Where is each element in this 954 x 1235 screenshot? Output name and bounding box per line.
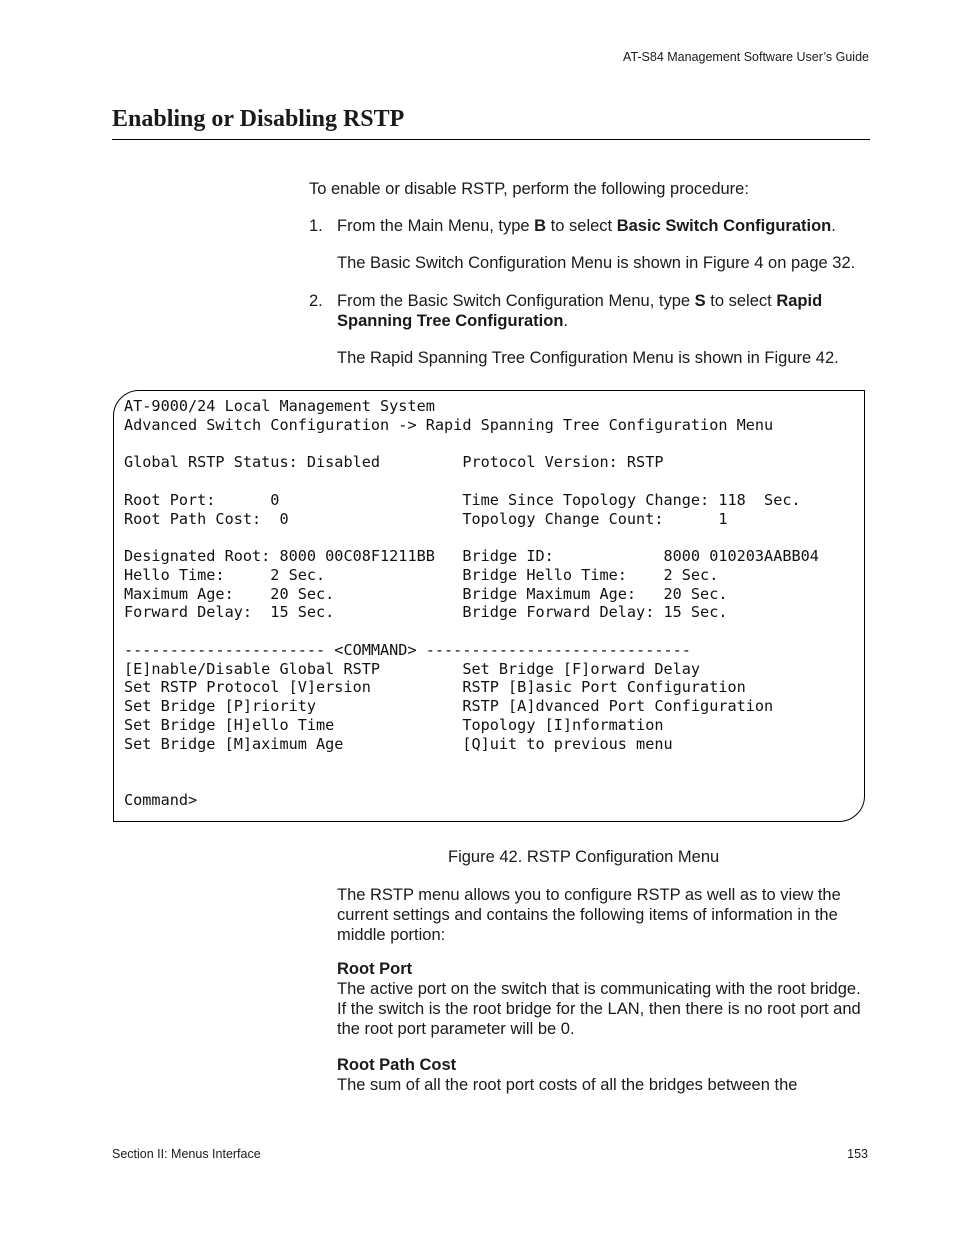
definition-term: Root Port — [337, 960, 413, 978]
terminal-line: Advanced Switch Configuration -> Rapid Spanning Tree Configuration Menu — [124, 415, 774, 434]
footer-section: Section II: Menus Interface — [112, 1147, 261, 1161]
terminal-line — [124, 528, 819, 547]
step-number: 1. — [309, 217, 323, 235]
section-title: Enabling or Disabling RSTP — [112, 106, 405, 132]
step-2-note: The Rapid Spanning Tree Configuration Menu is shown in Figure 42. — [337, 349, 839, 367]
terminal-line: AT-9000/24 Local Management System — [124, 397, 435, 415]
terminal-line: Forward Delay: 15 Sec. Bridge Forward Delay: 15 Sec. — [124, 603, 728, 622]
page-number: 153 — [847, 1147, 868, 1161]
step-2 — [309, 291, 874, 331]
step-text: From the Basic Switch Configuration Menu, type S to select Rapid Spanning Tree Configuration. — [337, 292, 823, 330]
figure-caption: Figure 42. RSTP Configuration Menu — [448, 848, 720, 866]
terminal-line: Hello Time: 2 Sec. Bridge Hello Time: 2 Sec. — [124, 565, 719, 584]
terminal-line: Set Bridge [M]aximum Age [Q]uit to previous menu — [124, 734, 673, 753]
terminal-line: Root Port: 0 Time Since Topology Change: 118 Sec. — [124, 490, 801, 509]
terminal-line: Set Bridge [H]ello Time Topology [I]nformation — [124, 715, 664, 734]
title-rule — [112, 139, 870, 140]
step-text: From the Main Menu, type B to select Basic Switch Configuration. — [337, 217, 836, 235]
definition-text: The sum of all the root port costs of all the bridges between the — [337, 1076, 798, 1094]
running-header: AT-S84 Management Software User’s Guide — [623, 50, 869, 64]
definition-text: The active port on the switch that is communicating with the root bridge. If the switch is the root bridge for the LAN, then there is no root port and the root port parameter will be 0. — [337, 980, 861, 1038]
step-number: 2. — [309, 292, 323, 310]
step-1-note: The Basic Switch Configuration Menu is shown in Figure 4 on page 32. — [337, 254, 856, 272]
terminal-line — [124, 435, 819, 454]
terminal-line: ---------------------- <COMMAND> ----------------------------- — [124, 640, 691, 659]
terminal-line — [124, 772, 819, 791]
terminal-line — [124, 622, 819, 641]
terminal-line: Command> — [124, 790, 198, 809]
terminal-line: Maximum Age: 20 Sec. Bridge Maximum Age: 20 Sec. — [124, 584, 728, 603]
intro-text: To enable or disable RSTP, perform the following procedure: — [309, 180, 749, 198]
terminal-line: Designated Root: 8000 00C08F1211BB Bridge ID: 8000 010203AABB04 — [124, 547, 819, 565]
definition-root-port — [337, 959, 872, 1039]
terminal-line: [E]nable/Disable Global RSTP Set Bridge [F]orward Delay — [124, 659, 701, 678]
terminal-line: Set RSTP Protocol [V]ersion RSTP [B]asic Port Configuration — [124, 678, 746, 697]
definition-term: Root Path Cost — [337, 1056, 457, 1074]
terminal-screen — [124, 397, 819, 810]
step-1 — [309, 216, 874, 236]
description-paragraph: The RSTP menu allows you to configure RSTP as well as to view the current settings and contains the following items of information in the middle portion: — [337, 886, 841, 944]
terminal-line: Root Path Cost: 0 Topology Change Count: 1 — [124, 509, 728, 528]
terminal-line: Set Bridge [P]riority RSTP [A]dvanced Port Configuration — [124, 697, 774, 715]
terminal-line — [124, 753, 819, 772]
terminal-line — [124, 472, 819, 491]
definition-root-path-cost — [337, 1055, 872, 1095]
terminal-line: Global RSTP Status: Disabled Protocol Version: RSTP — [124, 453, 664, 472]
